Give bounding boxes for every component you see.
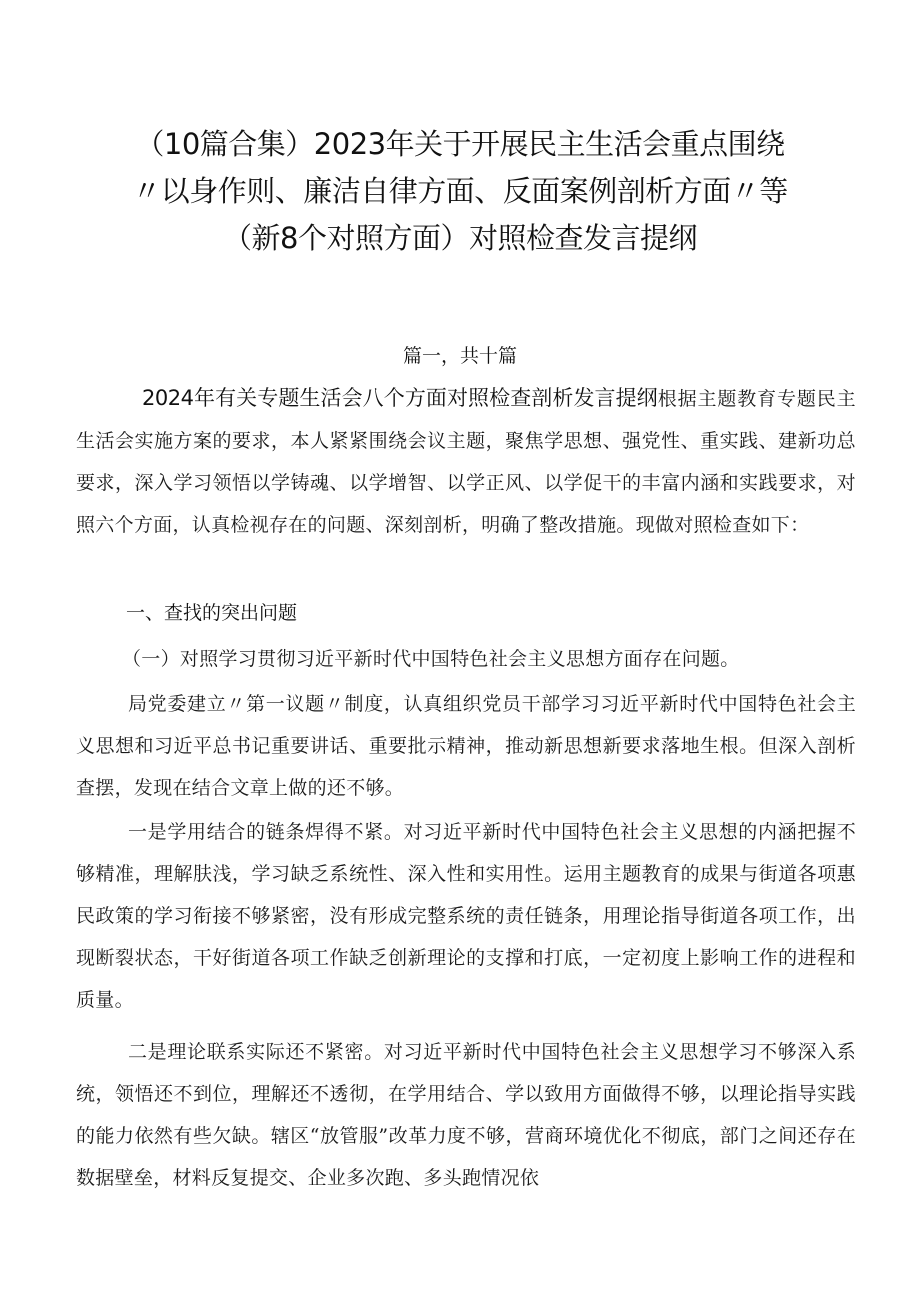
- title-line-3: （新8个对照方面）对照检查发言提纲: [223, 221, 697, 255]
- intro-text: 根据主题教育专题民主生活会实施方案的要求，本人紧紧围绕会议主题，聚焦学思想、强党性、重实践、建新功总要求，深入学习领悟以学铸魂、以学增智、以学正风、以学促干的丰富内涵和实践要求，对照六个方面，认真检视存在的问题、深刻剖析，明确了整改措施。现做对照检查如下：: [76, 388, 856, 536]
- subsection-heading: （一）对照学习贯彻习近平新时代中国特色社会主义思想方面存在问题。: [122, 648, 740, 670]
- body-paragraph-2: 一是学用结合的链条焊得不紧。对习近平新时代中国特色社会主义思想的内涵把握不够精准，理解肤浅，学习缺乏系统性、深入性和实用性。运用主题教育的成果与街道各项惠民政策的学习衔接不够紧密，没有形成完整系统的责任链条，用理论指导街道各项工作，出现断裂状态，干好街道各项工作缺乏创新理论的支撑和打底，一定初度上影响工作的进程和质量。: [76, 821, 856, 1011]
- title-line-2: 〃以身作则、廉洁自律方面、反面案例剖析方面〃等: [132, 174, 788, 208]
- body-paragraph-1: 局党委建立〃第一议题〃制度，认真组织党员干部学习习近平新时代中国特色社会主义思想和习近平总书记重要讲话、重要批示精神，推动新思想新要求落地生根。但深入剖析查摆，发现在结合文章上做的还不够。: [76, 693, 856, 799]
- section-heading: 一、查找的突出问题: [126, 602, 298, 624]
- article-subtitle: 2024年有关专题生活会八个方面对照检查剖析发言提纲: [142, 386, 658, 410]
- intro-paragraph: [76, 377, 856, 546]
- title-line-1: （10篇合集）2023年关于开展民主生活会重点围绕: [135, 127, 785, 161]
- body-paragraph-3: 二是理论联系实际还不紧密。对习近平新时代中国特色社会主义思想学习不够深入系统，领悟还不到位，理解还不透彻，在学用结合、学以致用方面做得不够，以理论指导实践的能力依然有些欠缺。辖区“放管服”改革力度不够，营商环境优化不彻底，部门之间还存在数据壁垒，材料反复提交、企业多次跑、多头跑情况依: [76, 1041, 856, 1189]
- chapter-label: 篇一，共十篇: [402, 345, 517, 367]
- document-title: [60, 121, 860, 262]
